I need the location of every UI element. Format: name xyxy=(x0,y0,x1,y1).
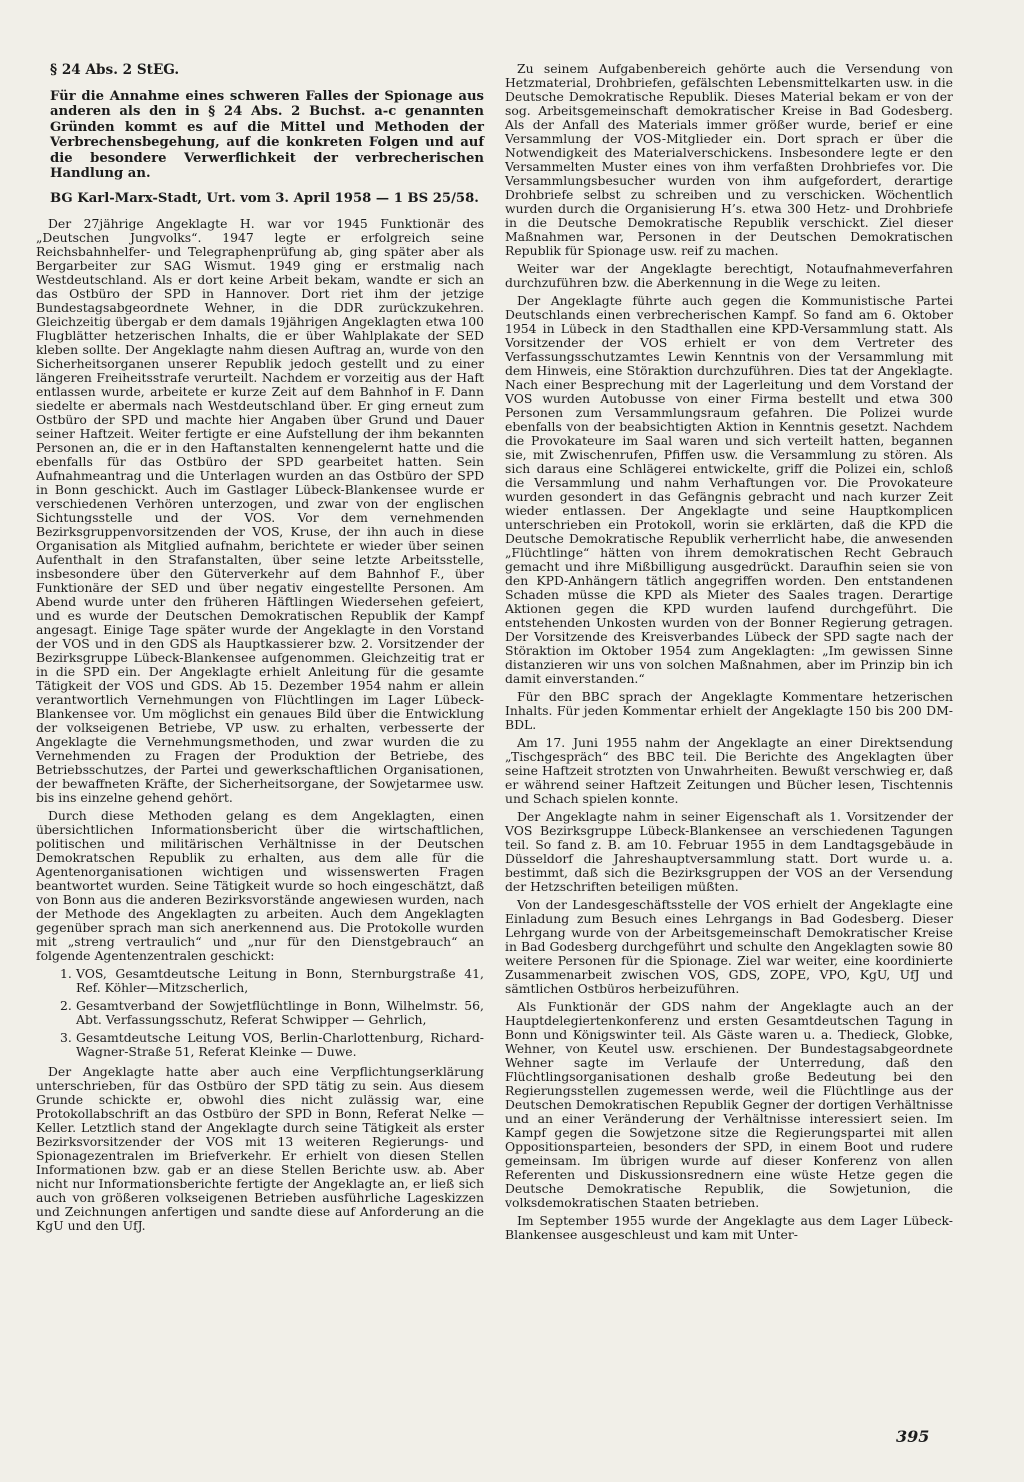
section-header: § 24 Abs. 2 StEG. xyxy=(50,62,180,78)
list-number: 2. xyxy=(60,998,72,1014)
list-item xyxy=(36,999,484,1027)
list-item xyxy=(36,1031,484,1059)
paragraph: Im September 1955 wurde der Angeklagte aus dem Lager Lübeck-Blankensee ausgeschleust und kam mit Unter- xyxy=(505,1213,953,1242)
list-number: 1. xyxy=(60,966,72,982)
list-number: 3. xyxy=(60,1030,72,1046)
left-column xyxy=(36,62,484,1237)
court-citation: BG Karl-Marx-Stadt, Urt. vom 3. April 1958 — 1 BS 25/58. xyxy=(50,191,479,207)
list-item xyxy=(36,967,484,995)
paragraph: Als Funktionär der GDS nahm der Angeklagte auch an der Hauptdelegiertenkonferenz und ersten Gesamtdeutschen Tagung in Bonn und Königswinter teil. Als Gäste waren u. a. Thedieck, Globke, Wehner, von Keutel usw. erschienen. Der Bundestagsabgeordnete Wehner sagte im Verlaufe der Unterredung, daß den Flüchtlingsorganisationen deshalb große Bedeutung bei den Regierungsstellen zugemessen werde, weil die Flüchtlinge aus der Deutschen Demokratischen Republik Gegner der dortigen Verhältnisse und an einer Veränderung der Verhältnisse interessiert seien. Im Kampf gegen die Sowjetzone sitze die Regierungspartei mit allen Oppositionsparteien, besonders der SPD, in einem Boot und rudere gemeinsam. Im übrigen wurde auf dieser Konferenz von allen Referenten und Diskussionsrednern eine wüste Hetze gegen die Deutsche Demokratische Republik, die Sowjetunion, die volksdemokratischen Staaten betrieben. xyxy=(505,999,953,1210)
page-number: 395 xyxy=(896,1427,930,1446)
paragraph: Der Angeklagte nahm in seiner Eigenschaft als 1. Vorsitzender der VOS Bezirksgruppe Lübeck-Blankensee an verschiedenen Tagungen teil. So fand z. B. am 10. Februar 1955 in dem Landtagsgebäude in Düsseldorf die Jahreshauptversammlung statt. Dort wurde u. a. bestimmt, daß sich die Bezirksgruppen der VOS an der Versendung der Hetzschriften beteiligen müßten. xyxy=(505,809,953,894)
paragraph: Zu seinem Aufgabenbereich gehörte auch die Versendung von Hetzmaterial, Drohbriefen, gefälschten Lebensmittelkarten usw. in die Deutsche Demokratische Republik. Dieses Material bekam er von der sog. Arbeitsgemeinschaft demokratischer Kreise in Bad Godesberg. Als der Anfall des Materials immer größer wurde, berief er eine Versammlung der VOS-Mitglieder ein. Dort sprach er über die Notwendigkeit des Materialverschickens. Insbesondere legte er den Versammelten Muster eines von ihm verfaßten Drohbriefes vor. Die Versammlungsbesucher wurden von ihm aufgefordert, derartige Drohbriefe selbst zu schreiben und zu verschicken. Wöchentlich wurden durch die Organisierung H’s. etwa 300 Hetz- und Drohbriefe in die Deutsche Demokratische Republik verschickt. Ziel dieser Maßnahmen war, Personen in der Deutschen Demokratischen Republik für Spionage usw. reif zu machen. xyxy=(505,61,953,258)
paragraph: Weiter war der Angeklagte berechtigt, Notaufnahmeverfahren durchzuführen bzw. die Aberkennung in die Wege zu leiten. xyxy=(505,261,953,290)
paragraph: Durch diese Methoden gelang es dem Angeklagten, einen übersichtlichen Informationsbericht über die wirtschaftlichen, politischen und militärischen Verhältnisse in der Deutschen Demokratschen Republik zu erhalten, aus dem alle für die Agentenorganisationen wichtigen und wissenswerten Fragen beantwortet wurden. Seine Tätigkeit wurde so hoch eingeschätzt, daß von Bonn aus die anderen Bezirksvorstände angewiesen wurden, nach der Methode des Angeklagten zu arbeiten. Auch dem Angeklagten gegenüber sprach man sich anerkennend aus. Die Protokolle wurden mit „streng vertraulich“ und „nur für den Dienstgebrauch“ an folgende Agentenzentralen geschickt: xyxy=(36,808,484,964)
paragraph: Der 27jährige Angeklagte H. war vor 1945 Funktionär des „Deutschen Jungvolks“. 1947 legte er erfolgreich seine Reichsbahnhelfer- und Telegraphenprüfung ab, ging später aber als Bergarbeiter zur SAG Wismut. 1949 ging er erstmalig nach Westdeutschland. Als er dort keine Arbeit bekam, wandte er sich an das Ostbüro der SPD in Hannover. Dort riet ihm der jetzige Bundestagsabgeordnete Wehner, in die DDR zurückzukehren. Gleichzeitig übergab er dem damals 19jährigen Angeklagten etwa 100 Flugblätter hetzerischen Inhalts, die er über Wahlplakate der SED kleben sollte. Der Angeklagte nahm diesen Auftrag an, wurde von den Sicherheitsorganen unserer Republik jedoch gestellt und zu einer längeren Freiheitsstrafe verurteilt. Nachdem er vorzeitig aus der Haft entlassen wurde, arbeitete er kurze Zeit auf dem Bahnhof in F. Dann siedelte er abermals nach Westdeutschland über. Er ging erneut zum Ostbüro der SPD und machte hier Angaben über Grund und Dauer seiner Haftzeit. Weiter fertigte er eine Aufstellung der ihm bekannten Personen an, die er in den Haftanstalten kennengelernt hatte und die ebenfalls für das Ostbüro der SPD gearbeitet hatten. Sein Aufnahmeantrag und die Unterlagen wurden an das Ostbüro der SPD in Bonn geschickt. Auch im Gastlager Lübeck-Blankensee wurde er verschiedenen Verhören unterzogen, und zwar von der englischen Sichtungsstelle und der VOS. Vor dem vernehmenden Bezirksgruppenvorsitzenden der VOS, Kruse, der ihn auch in diese Organisation als Mitglied aufnahm, berichtete er wieder über seinen Aufenthalt in den Strafanstalten, über seine letzte Arbeitsstelle, insbesondere über den Güterverkehr auf dem Bahnhof F., über Funktionäre der SED und über negativ eingestellte Personen. Am Abend wurde unter den früheren Häftlingen Wiedersehen gefeiert, und es wurde der Deutschen Demokratischen Republik der Kampf angesagt. Einige Tage später wurde der Angeklagte in den Vorstand der VOS und in den GDS als Hauptkassierer bzw. 2. Vorsitzender der Bezirksgruppe Lübeck-Blankensee aufgenommen. Gleichzeitig trat er in die SPD ein. Der Angeklagte erhielt Anleitung für die gesamte Tätigkeit der VOS und GDS. Ab 15. Dezember 1954 nahm er allein verantwortlich Vernehmungen von Flüchtlingen im Lager Lübeck-Blankensee vor. Um möglichst ein genaues Bild über die Entwicklung der volkseigenen Betriebe, VP usw. zu erhalten, verbesserte der Angeklagte die Vernehmungsmethoden, und zwar wurden die zu Vernehmenden zu Fragen der Produktion der Betriebe, des Betriebsschutzes, der Partei und gewerkschaftlichen Organisationen, der bewaffneten Kräfte, der Sicherheitsorgane, der Sowjetarmee usw. bis ins einzelne gehend gehört. xyxy=(36,216,484,806)
list-text: Gesamtdeutsche Leitung VOS, Berlin-Charlottenburg, Richard-Wagner-Straße 51, Referat Kleinke — Duwe. xyxy=(76,1030,484,1060)
paragraph: Am 17. Juni 1955 nahm der Angeklagte an einer Direktsendung „Tischgespräch“ des BBC teil. Die Berichte des Angeklagten über seine Haftzeit strotzten von Unwahrheiten. Bewußt verschwieg er, daß er während seiner Haftzeit Zeitungen und Bücher lesen, Tischtennis und Schach spielen konnte. xyxy=(505,735,953,806)
list-text: VOS, Gesamtdeutsche Leitung in Bonn, Sternburgstraße 41, Ref. Köhler—Mitzscherlich, xyxy=(76,966,484,996)
right-column xyxy=(505,62,953,1246)
list-text: Gesamtverband der Sowjetflüchtlinge in Bonn, Wilhelmstr. 56, Abt. Verfassungsschutz, Referat Schwipper — Gehrlich, xyxy=(76,998,484,1028)
paragraph: Von der Landesgeschäftsstelle der VOS erhielt der Angeklagte eine Einladung zum Besuch eines Lehrgangs in Bad Godesberg. Dieser Lehrgang wurde von der Arbeitsgemeinschaft Demokratischer Kreise in Bad Godesberg durchgeführt und schulte den Angeklagten sowie 80 weitere Personen für die Spionage. Ziel war weiter, eine koordinierte Zusammenarbeit zwischen VOS, GDS, ZOPE, VPO, KgU, UfJ und sämtlichen Ostbüros herbeizuführen. xyxy=(505,897,953,996)
headnote: Für die Annahme eines schweren Falles der Spionage aus anderen als den in § 24 Abs. 2 Buchst. a-c genannten Gründen kommt es auf die Mittel und Methoden der Verbrechensbegehung, auf die konkreten Folgen und auf die besondere Verwerflichkeit der verbrecherischen Handlung an. xyxy=(50,89,484,182)
paragraph: Der Angeklagte führte auch gegen die Kommunistische Partei Deutschlands einen verbrecherischen Kampf. So fand am 6. Oktober 1954 in Lübeck in den Stadthallen eine KPD-Versammlung statt. Als Vorsitzender der VOS erhielt er von dem Vertreter des Verfassungsschutzamtes Lewin Kenntnis von der Versammlung mit dem Hinweis, eine Störaktion durchzuführen. Dies tat der Angeklagte. Nach einer Besprechung mit der Lagerleitung und dem Vorstand der VOS wurden Autobusse von einer Firma bestellt und etwa 300 Personen zum Versammlungsraum gefahren. Die Polizei wurde ebenfalls von der beabsichtigten Aktion in Kenntnis gesetzt. Nachdem die Provokateure im Saal waren und sich verteilt hatten, begannen sie, mit Zwischenrufen, Pfiffen usw. die Versammlung zu stören. Als sich daraus eine Schlägerei entwickelte, griff die Polizei ein, schloß die Versammlung und nahm Verhaftungen vor. Die Provokateure wurden gesondert in das Gefängnis gebracht und nach kurzer Zeit wieder entlassen. Der Angeklagte und seine Hauptkomplicen unterschrieben ein Protokoll, worin sie erklärten, daß die KPD die Deutsche Demokratische Republik verherrlicht habe, die anwesenden „Flüchtlinge“ hätten von ihrem demokratischen Recht Gebrauch gemacht und ihre Mißbilligung ausgedrückt. Daraufhin seien sie von den KPD-Anhängern tätlich angegriffen worden. Den entstandenen Schaden müsse die KPD als Mieter des Saales tragen. Derartige Aktionen gegen die KPD wurden laufend durchgeführt. Die entstehenden Unkosten wurden von der Bonner Regierung getragen. Der Vorsitzende des Kreisverbandes Lübeck der SPD sagte nach der Störaktion im Oktober 1954 zum Angeklagten: „Im gewissen Sinne distanzieren wir uns von solchen Maßnahmen, aber im Prinzip bin ich damit einverstanden.“ xyxy=(505,293,953,686)
agent-centers-list xyxy=(36,967,484,1059)
paragraph: Für den BBC sprach der Angeklagte Kommentare hetzerischen Inhalts. Für jeden Kommentar erhielt der Angeklagte 150 bis 200 DM-BDL. xyxy=(505,689,953,732)
paragraph: Der Angeklagte hatte aber auch eine Verpflichtungserklärung unterschrieben, für das Ostbüro der SPD tätig zu sein. Aus diesem Grunde schickte er, obwohl dies nicht zulässig war, eine Protokollabschrift an das Ostbüro der SPD in Bonn, Referat Nelke — Keller. Letztlich stand der Angeklagte durch seine Tätigkeit als erster Bezirksvorsitzender der VOS mit 13 weiteren Regierungs- und Spionagezentralen im Briefverkehr. Er erhielt von diesen Stellen Informationen bzw. gab er an diese Stellen Berichte usw. ab. Aber nicht nur Informationsberichte fertigte der Angeklagte an, er ließ sich auch von größeren volkseigenen Betrieben ausführliche Lageskizzen und Zeichnungen anfertigen und sandte diese auf Anforderung an die KgU und den UfJ. xyxy=(36,1064,484,1234)
